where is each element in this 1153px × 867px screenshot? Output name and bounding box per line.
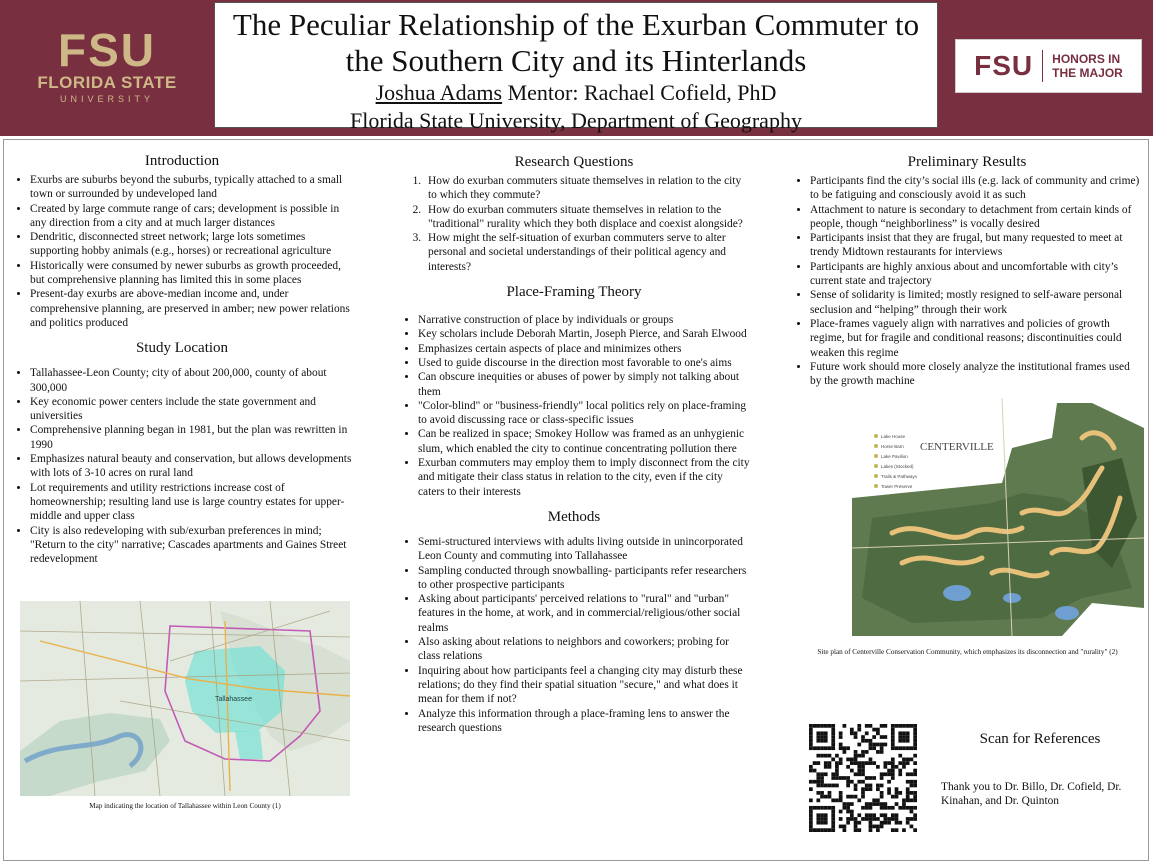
place-framing-list bbox=[396, 313, 752, 499]
svg-text:Lake Pavilion: Lake Pavilion bbox=[881, 454, 908, 459]
list-item: • Also asking about relations to neighbors and coworkers; probing for class relations bbox=[418, 635, 752, 664]
honors-logo-divider bbox=[1042, 50, 1043, 82]
study-location-heading: Study Location bbox=[135, 340, 229, 357]
list-item: • Attachment to nature is secondary to detachment from certain kinds of people, though “neighborliness” is vocally desired bbox=[810, 203, 1142, 232]
study-location-list bbox=[12, 366, 352, 566]
list-item: • Can be realized in space; Smokey Hollow was framed as an unhygienic slum, which enabled the city to continue concentrating pollution there bbox=[418, 427, 752, 456]
list-item: • Can obscure inequities or abuses of power by simply not talking about them bbox=[418, 370, 752, 399]
methods-list bbox=[396, 535, 752, 735]
honors-logo-fsu: FSU bbox=[974, 50, 1034, 81]
author-line bbox=[215, 79, 937, 107]
svg-text:Tower Preserve: Tower Preserve bbox=[881, 484, 913, 489]
map-caption: Map indicating the location of Tallahassee within Leon County (1) bbox=[89, 802, 281, 810]
centerville-site-plan-graphic bbox=[852, 398, 1144, 636]
list-item: • Place-frames vaguely align with narratives and policies of growth regime, but for fragile and conditional reasons; discontinuities could weaken this regime bbox=[810, 317, 1142, 360]
list-item: • Asking about participants' perceived relations to "rural" and "urban" features in the home, at work, and in commercial/religious/other social realms bbox=[418, 592, 752, 635]
honors-logo-line1: HONORS IN bbox=[1052, 52, 1121, 66]
list-item: • Comprehensive planning began in 1981, but the plan was rewritten in 1990 bbox=[30, 423, 352, 452]
list-item: • Future work should more closely analyze the institutional frames used by the growth machine bbox=[810, 360, 1142, 389]
acknowledgements: Thank you to Dr. Billo, Dr. Cofield, Dr. Kinahan, and Dr. Quinton bbox=[941, 781, 1122, 808]
list-item: 3. How might the self-situation of exurban commuters serve to alter personal and societal understandings of their political agency and interests? bbox=[424, 231, 752, 274]
svg-text:Lake House: Lake House bbox=[881, 434, 906, 439]
list-item: • Exurban commuters may employ them to imply disconnect from the city and mitigate their class status in relation to the city, even if the city caters to their interests bbox=[418, 456, 752, 499]
honors-logo-line2: THE MAJOR bbox=[1052, 66, 1123, 80]
svg-text:Horse Barn: Horse Barn bbox=[881, 444, 904, 449]
column-middle bbox=[396, 150, 752, 735]
list-item: • Participants insist that they are frugal, but many requested to meet at trendy Midtown restaurants for interviews bbox=[810, 231, 1142, 260]
list-item: • Analyze this information through a place-framing lens to answer the research questions bbox=[418, 707, 752, 736]
author-name: Joshua Adams bbox=[375, 80, 503, 105]
list-item: • Dendritic, disconnected street network; large lots sometimes supporting hobby animals (e.g., horses) or recreational agriculture bbox=[30, 230, 352, 259]
fsu-logo bbox=[22, 18, 192, 114]
poster-title-box bbox=[214, 2, 938, 133]
list-item: • Participants are highly anxious about and uncomfortable with city’s current state and trajectory bbox=[810, 260, 1142, 289]
list-item: • Tallahassee-Leon County; city of about 200,000, county of about 300,000 bbox=[30, 366, 352, 395]
qr-code[interactable] bbox=[809, 724, 917, 832]
site-plan-caption: Site plan of Centerville Conservation Community, which emphasizes its disconnection and "rurality" (2) bbox=[817, 648, 1118, 656]
centerville-logo: CENTERVILLE bbox=[920, 441, 994, 453]
list-item: • Historically were consumed by newer suburbs as growth proceeded, but comprehensive planning has limited this in some places bbox=[30, 259, 352, 288]
centerville-site-plan bbox=[852, 398, 1144, 636]
column-left bbox=[12, 150, 352, 566]
fsu-logo-university: UNIVERSITY bbox=[59, 94, 154, 104]
map-label-tallahassee: Tallahassee bbox=[215, 696, 252, 703]
introduction-heading: Introduction bbox=[144, 153, 220, 169]
poster-title-line2: the Southern City and its Hinterlands bbox=[345, 43, 807, 78]
leon-county-map-graphic bbox=[20, 601, 350, 796]
research-questions-list bbox=[396, 174, 752, 274]
list-item: • Key economic power centers include the state government and universities bbox=[30, 395, 352, 424]
column-right bbox=[792, 150, 1142, 388]
preliminary-results-list bbox=[792, 174, 1142, 388]
list-item: • Semi-structured interviews with adults living outside in unincorporated Leon County and commuting into Tallahassee bbox=[418, 535, 752, 564]
list-item: • Inquiring about how participants feel a changing city may disturb these relations; do they find their spatial situation "secure," and what does it mean for them if not? bbox=[418, 664, 752, 707]
leon-county-map bbox=[20, 601, 350, 796]
list-item: • Lot requirements and utility restrictions increase cost of homeownership; resulting land use is large country estates for upper-middle and upper class bbox=[30, 481, 352, 524]
research-questions-heading: Research Questions bbox=[514, 154, 634, 170]
mentor-name: Mentor: Rachael Cofield, PhD bbox=[502, 80, 777, 105]
list-item: • Sampling conducted through snowballing- participants refer researchers to other prospective participants bbox=[418, 564, 752, 593]
list-item: • Key scholars include Deborah Martin, Joseph Pierce, and Sarah Elwood bbox=[418, 327, 752, 341]
list-item: • Used to guide discourse in the direction most favorable to one's aims bbox=[418, 356, 752, 370]
list-item: • Narrative construction of place by individuals or groups bbox=[418, 313, 752, 327]
list-item: • Present-day exurbs are above-median income and, under comprehensive planning, are preserved in amber; new power relations and politics produced bbox=[30, 287, 352, 330]
preliminary-results-heading: Preliminary Results bbox=[907, 154, 1027, 170]
list-item: • "Color-blind" or "business-friendly" local politics rely on place-framing to avoid discussing race or class-specific issues bbox=[418, 399, 752, 428]
list-item: • Exurbs are suburbs beyond the suburbs, typically attached to a small town or surrounded by undeveloped land bbox=[30, 173, 352, 202]
list-item: • Participants find the city’s social ills (e.g. lack of community and crime) to be fatiguing and consciously avoid it as such bbox=[810, 174, 1142, 203]
place-framing-heading: Place-Framing Theory bbox=[506, 284, 642, 301]
list-item: • Sense of solidarity is limited; mostly resigned to self-aware personal seclusion and “helping” through their work bbox=[810, 288, 1142, 317]
list-item: 2. How do exurban commuters situate themselves in relation to the "traditional" rurality which they both displace and coexist alongside? bbox=[424, 203, 752, 232]
fsu-logo-letters: FSU bbox=[58, 24, 156, 76]
list-item: • Emphasizes certain aspects of place and minimizes others bbox=[418, 342, 752, 356]
introduction-list bbox=[12, 173, 352, 330]
list-item: • City is also redeveloping with sub/exurban preferences in mind; "Return to the city" narrative; Cascades apartments and Gaines Street redevelopment bbox=[30, 524, 352, 567]
svg-text:Trails & Pathways: Trails & Pathways bbox=[881, 474, 917, 479]
qr-code-graphic bbox=[809, 724, 917, 832]
poster-title-line1: The Peculiar Relationship of the Exurban Commuter to bbox=[232, 7, 920, 42]
affiliation: Florida State University, Department of Geography bbox=[350, 108, 802, 133]
references-heading: Scan for References bbox=[979, 731, 1101, 747]
fsu-logo-name: FLORIDA STATE bbox=[37, 73, 177, 92]
honors-logo-text bbox=[1052, 52, 1123, 80]
list-item: • Emphasizes natural beauty and conservation, but allows developments with lots of 3-10 acres on rural land bbox=[30, 452, 352, 481]
honors-logo bbox=[955, 39, 1142, 93]
methods-heading: Methods bbox=[547, 508, 601, 525]
list-item: 1. How do exurban commuters situate themselves in relation to the city to which they commute? bbox=[424, 174, 752, 203]
svg-text:Lakes (Stocked): Lakes (Stocked) bbox=[881, 464, 914, 469]
list-item: • Created by large commute range of cars; development is possible in any direction from a city and at much larger distances bbox=[30, 202, 352, 231]
